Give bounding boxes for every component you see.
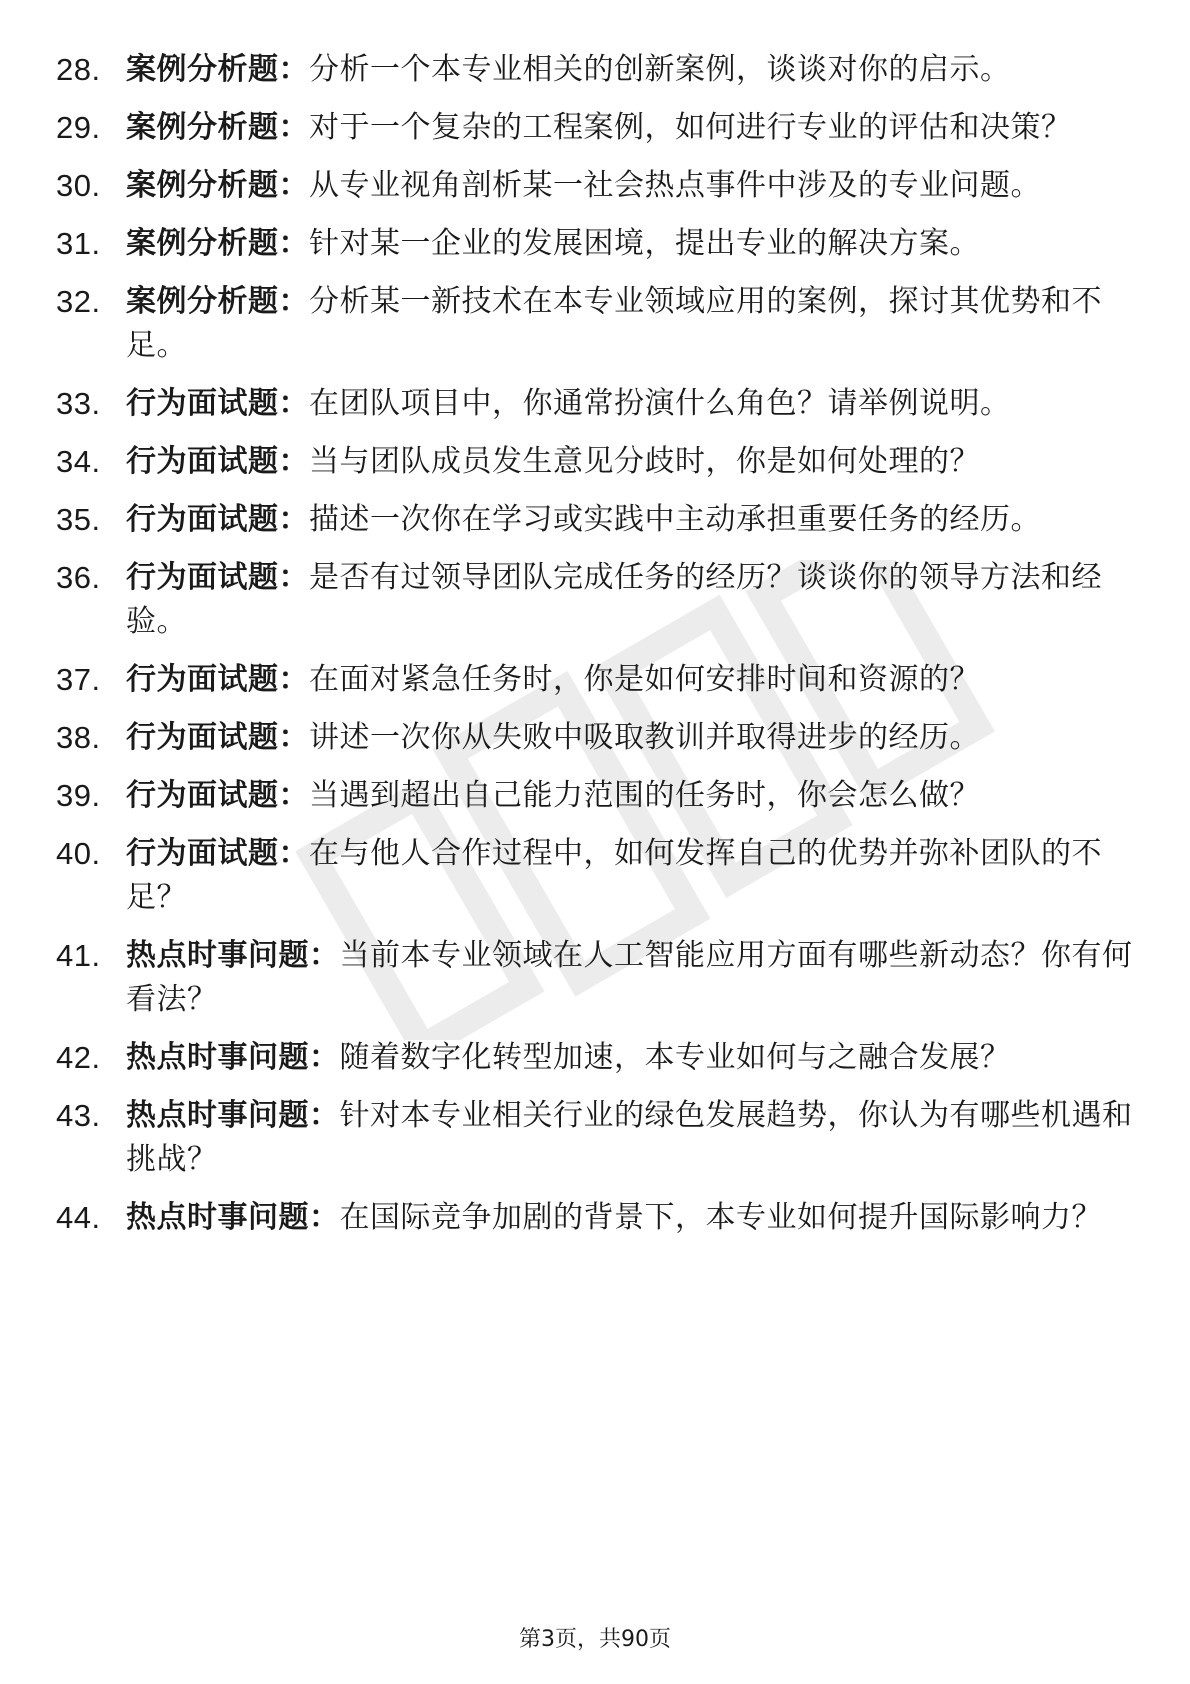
question-list (56, 48, 1136, 1254)
item-category: 案例分析题： (126, 110, 309, 145)
list-item (56, 832, 1136, 920)
item-category: 热点时事问题： (126, 938, 340, 973)
item-number: 40. (56, 836, 101, 871)
list-item (56, 556, 1136, 644)
item-text: 分析某一新技术在本专业领域应用的案例，探讨其优势和不足。 (126, 284, 1102, 363)
item-number: 32. (56, 284, 101, 319)
item-text: 描述一次你在学习或实践中主动承担重要任务的经历。 (309, 502, 1041, 537)
list-item (56, 106, 1136, 150)
item-category: 热点时事问题： (126, 1200, 340, 1235)
item-category: 案例分析题： (126, 226, 309, 261)
list-item (56, 498, 1136, 542)
list-item (56, 658, 1136, 702)
list-item (56, 934, 1136, 1022)
item-text: 随着数字化转型加速，本专业如何与之融合发展？ (339, 1040, 1011, 1075)
list-item (56, 716, 1136, 760)
item-number: 28. (56, 52, 101, 87)
item-category: 行为面试题： (126, 386, 309, 421)
item-text: 针对本专业相关行业的绿色发展趋势，你认为有哪些机遇和挑战？ (126, 1098, 1133, 1177)
list-item (56, 280, 1136, 368)
item-category: 热点时事问题： (126, 1098, 340, 1133)
item-category: 行为面试题： (126, 836, 309, 871)
item-number: 44. (56, 1200, 101, 1235)
item-category: 行为面试题： (126, 720, 309, 755)
item-category: 热点时事问题： (126, 1040, 340, 1075)
item-text: 当前本专业领域在人工智能应用方面有哪些新动态？你有何看法？ (126, 938, 1133, 1017)
item-category: 案例分析题： (126, 284, 309, 319)
item-number: 37. (56, 662, 101, 697)
list-item (56, 222, 1136, 266)
item-number: 39. (56, 778, 101, 813)
item-text: 是否有过领导团队完成任务的经历？谈谈你的领导方法和经验。 (126, 560, 1102, 639)
item-text: 针对某一企业的发展困境，提出专业的解决方案。 (309, 226, 980, 261)
item-number: 38. (56, 720, 101, 755)
item-text: 在团队项目中，你通常扮演什么角色？请举例说明。 (309, 386, 1011, 421)
item-text: 当与团队成员发生意见分歧时，你是如何处理的？ (309, 444, 980, 479)
item-number: 34. (56, 444, 101, 479)
item-number: 31. (56, 226, 101, 261)
list-item (56, 382, 1136, 426)
list-item (56, 1036, 1136, 1080)
item-number: 33. (56, 386, 101, 421)
page-footer: 第3页，共90页 (519, 1627, 671, 1652)
item-text: 从专业视角剖析某一社会热点事件中涉及的专业问题。 (309, 168, 1041, 203)
item-text: 讲述一次你从失败中吸取教训并取得进步的经历。 (309, 720, 980, 755)
item-category: 行为面试题： (126, 560, 309, 595)
list-item (56, 774, 1136, 818)
item-category: 行为面试题： (126, 502, 309, 537)
item-category: 行为面试题： (126, 444, 309, 479)
list-item (56, 440, 1136, 484)
item-text: 分析一个本专业相关的创新案例，谈谈对你的启示。 (309, 52, 1011, 87)
list-item (56, 48, 1136, 92)
item-category: 案例分析题： (126, 52, 309, 87)
list-item (56, 1094, 1136, 1182)
item-text: 在国际竞争加剧的背景下，本专业如何提升国际影响力？ (339, 1200, 1102, 1235)
item-category: 行为面试题： (126, 662, 309, 697)
item-text: 当遇到超出自己能力范围的任务时，你会怎么做？ (309, 778, 980, 813)
item-number: 36. (56, 560, 101, 595)
list-item (56, 164, 1136, 208)
item-number: 35. (56, 502, 101, 537)
item-number: 30. (56, 168, 101, 203)
item-number: 43. (56, 1098, 101, 1133)
item-number: 29. (56, 110, 101, 145)
item-text: 在面对紧急任务时，你是如何安排时间和资源的？ (309, 662, 980, 697)
list-item (56, 1196, 1136, 1240)
item-text: 对于一个复杂的工程案例，如何进行专业的评估和决策？ (309, 110, 1072, 145)
item-category: 行为面试题： (126, 778, 309, 813)
item-number: 42. (56, 1040, 101, 1075)
item-category: 案例分析题： (126, 168, 309, 203)
item-number: 41. (56, 938, 101, 973)
item-text: 在与他人合作过程中，如何发挥自己的优势并弥补团队的不足？ (126, 836, 1102, 915)
